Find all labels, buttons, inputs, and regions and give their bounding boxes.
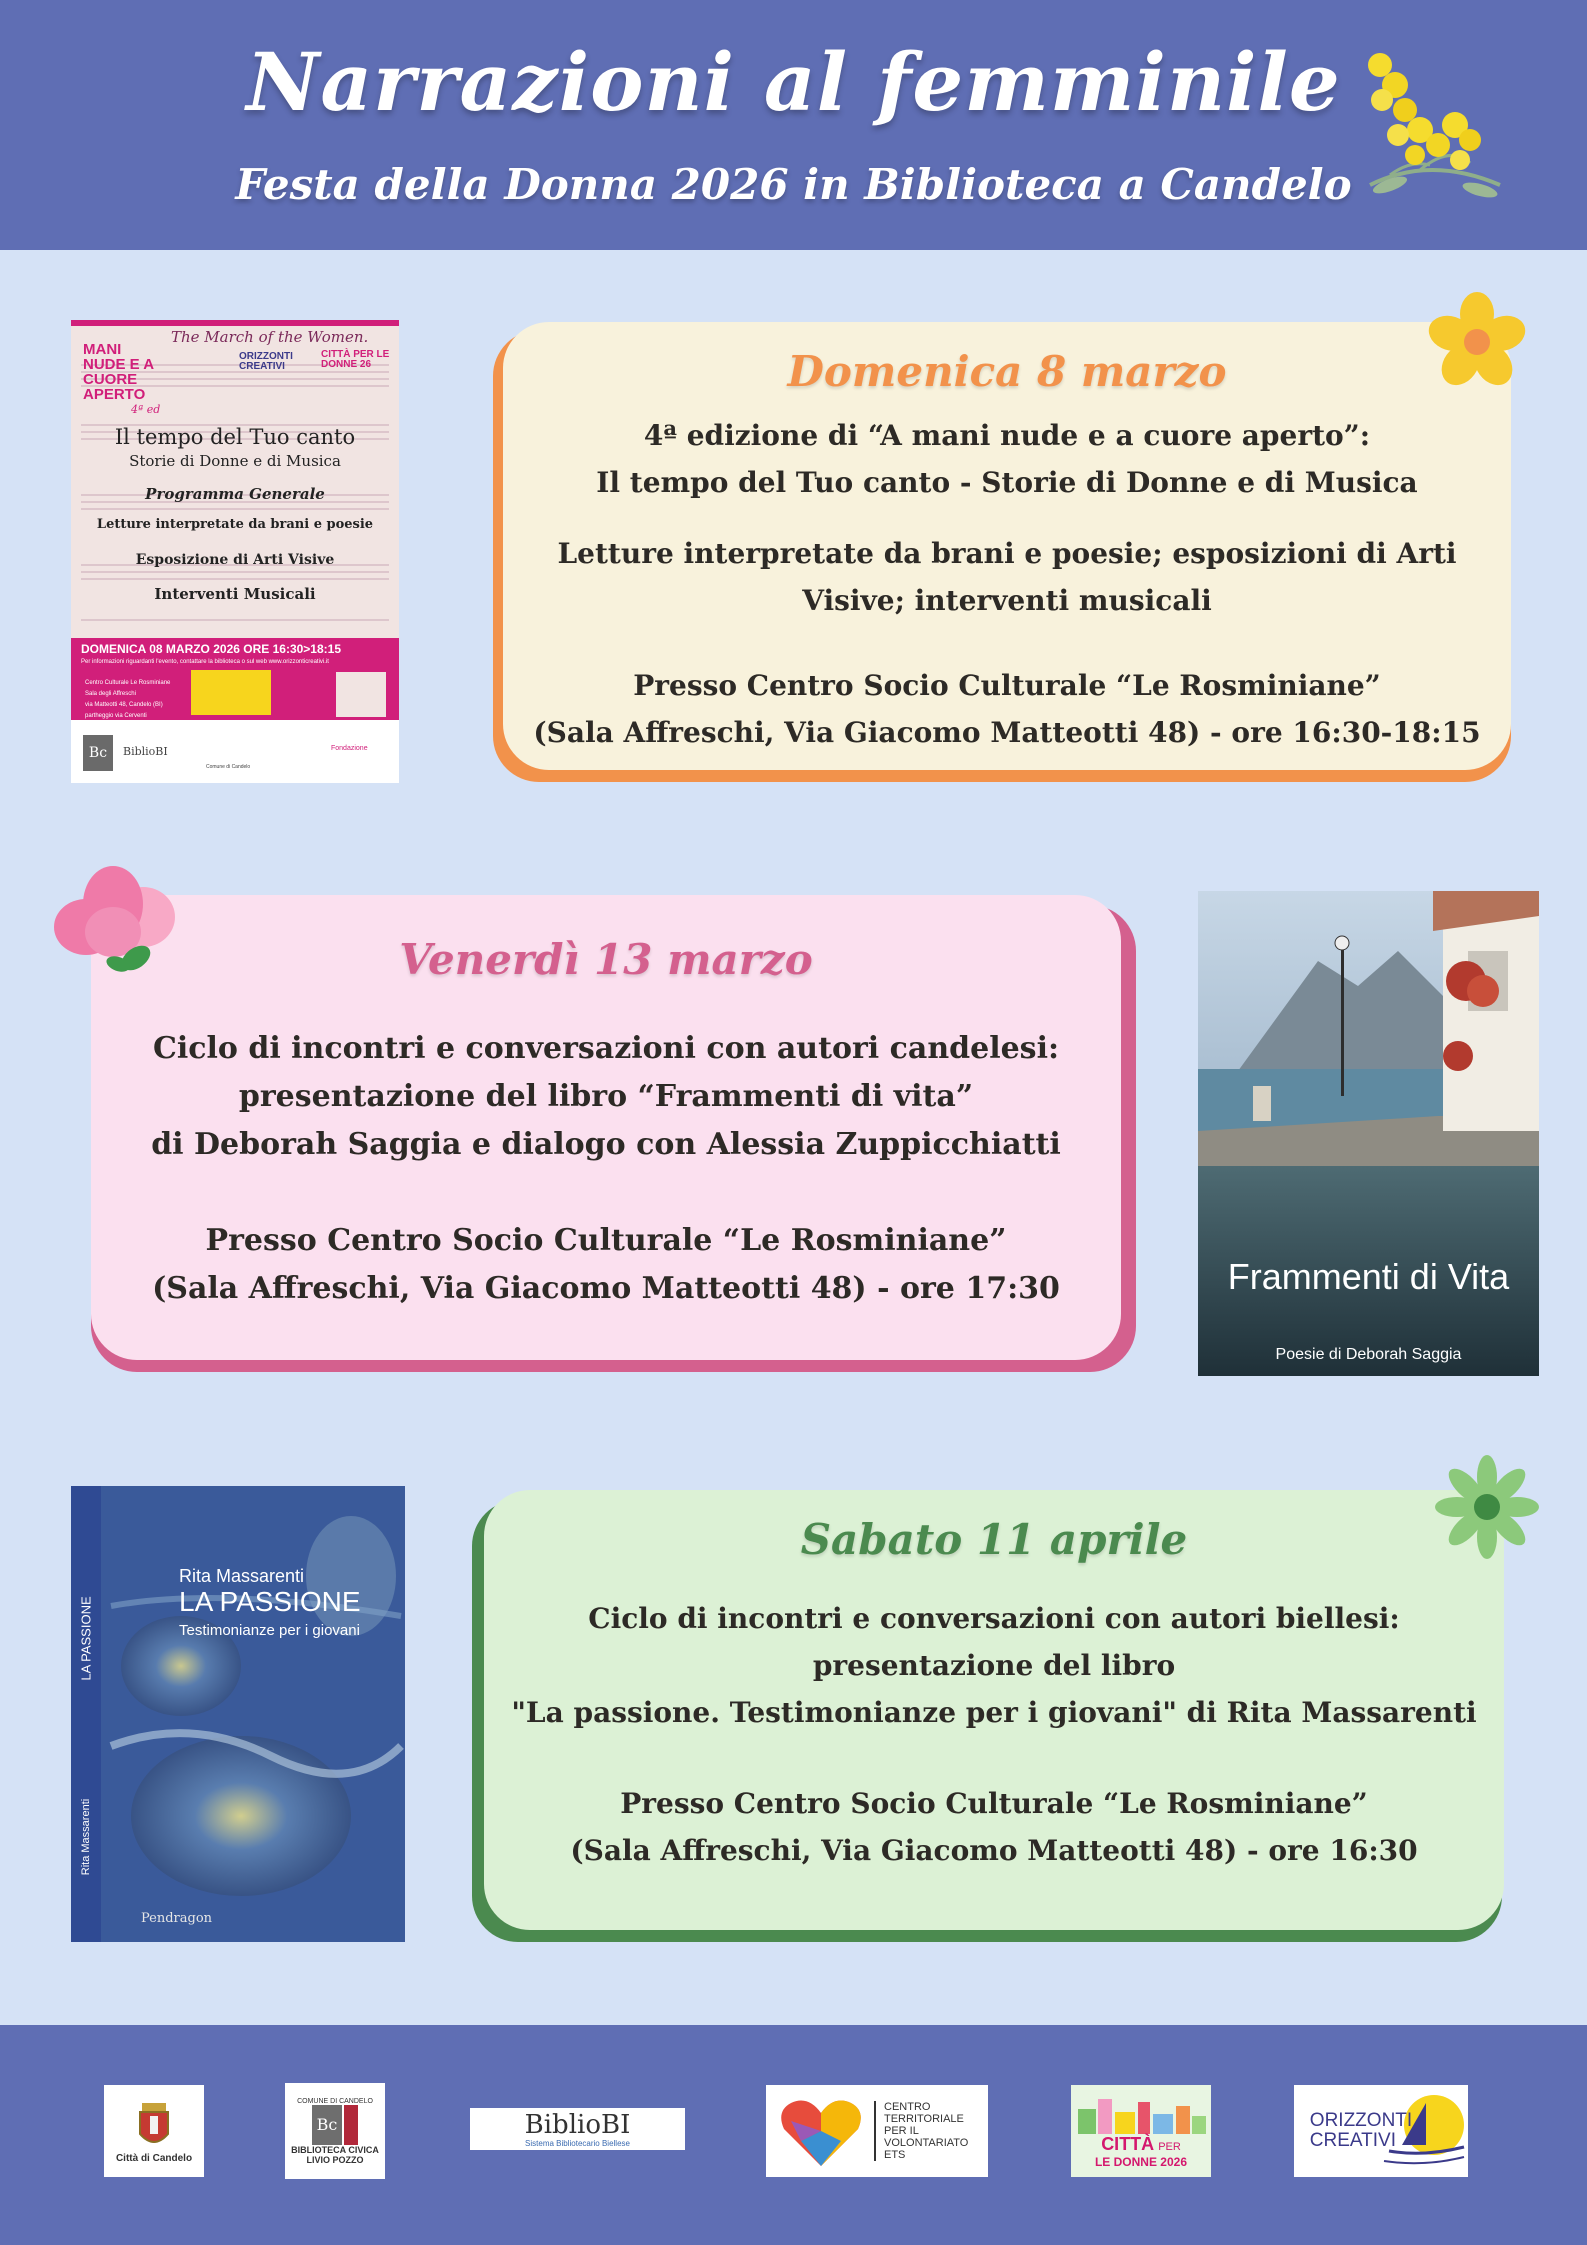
poster-title: Il tempo del Tuo canto xyxy=(114,425,356,449)
book2-author: Poesie di Deborah Saggia xyxy=(1275,1346,1462,1363)
event3-date: Sabato 11 aprile xyxy=(800,1515,1188,1564)
poster-comune-logo: Comune di Candelo xyxy=(206,764,251,770)
event2-date: Venerdì 13 marzo xyxy=(399,935,813,984)
event1-line5: Presso Centro Socio Culturale “Le Rosminiane” xyxy=(633,669,1381,702)
event3-line4: Presso Centro Socio Culturale “Le Rosminiane” xyxy=(620,1787,1368,1820)
pink-flower-icon xyxy=(48,862,183,977)
event2-book-cover xyxy=(1198,891,1539,1376)
poster-edition: 4ª ed xyxy=(131,403,161,416)
poster-line1: Letture interpretate da brani e poesie xyxy=(96,517,374,532)
event1-line4: Visive; interventi musicali xyxy=(802,584,1212,617)
logo-citta-per-le-donne: CITTÀ PER LE DONNE 2026 xyxy=(1071,2085,1211,2177)
poster-date: DOMENICA 08 MARZO 2026 ORE 16:30>18:15 xyxy=(81,642,341,656)
heart-icon xyxy=(776,2091,866,2171)
book2-title: Frammenti di Vita xyxy=(1227,1256,1510,1297)
green-flower-icon xyxy=(1432,1455,1542,1560)
poster-bibliobi-logo: BiblioBI xyxy=(123,745,168,758)
book3-title: LA PASSIONE xyxy=(179,1586,361,1617)
event2-card xyxy=(91,895,1121,1360)
poster-line2: Esposizione di Arti Visive xyxy=(135,552,335,568)
event1-card xyxy=(503,322,1511,770)
event1-line1: 4ª edizione di “A mani nude e a cuore aperto”: xyxy=(643,419,1371,452)
poster-address: Centro Culturale Le Rosminiane Sala degli Affreschi via Matteotti 48, Candelo (BI) partheggio via Cerventi xyxy=(85,680,171,719)
poster-music-header: The March of the Women. xyxy=(171,328,369,346)
poster-fondazione-logo: Fondazione xyxy=(331,745,368,752)
poster-line3: Interventi Musicali xyxy=(154,585,316,603)
mimosa-icon xyxy=(1360,45,1510,205)
poster-info: Per informazioni riguardanti l'evento, contattare la biblioteca o sul web www.orizzonticreativi.it xyxy=(81,659,329,665)
logo-bibliobi: BiblioBI Sistema Bibliotecario Biellese xyxy=(470,2108,685,2150)
poster-subtitle: Storie di Donne e di Musica xyxy=(129,452,341,470)
logo-centro-territoriale-volontariato: CENTRO TERRITORIALE PER IL VOLONTARIATO ETS xyxy=(766,2085,988,2177)
event1-line2: Il tempo del Tuo canto - Storie di Donne e di Musica xyxy=(596,466,1418,499)
poster-programma: Programma Generale xyxy=(145,485,325,503)
book3-spine-title: LA PASSIONE xyxy=(78,1596,94,1681)
event2-line5: (Sala Affreschi, Via Giacomo Matteotti 48) - ore 17:30 xyxy=(152,1271,1060,1306)
book3-author: Rita Massarenti xyxy=(179,1566,305,1586)
event3-card xyxy=(484,1490,1504,1930)
event3-book-cover xyxy=(71,1486,405,1942)
logo-citta-di-candelo: Città di Candelo xyxy=(104,2085,204,2177)
event1-poster-image xyxy=(71,320,399,783)
book3-spine-author: Rita Massarenti xyxy=(80,1798,92,1876)
logo-orizzonti-creativi: ORIZZONTI CREATIVI xyxy=(1294,2085,1468,2177)
event3-line1: Ciclo di incontri e conversazioni con autori biellesi: xyxy=(588,1602,1400,1635)
event1-date: Domenica 8 marzo xyxy=(787,347,1227,396)
flower-icon xyxy=(1425,290,1530,395)
page-title: Narrazioni al femminile xyxy=(246,35,1341,129)
city-skyline-icon xyxy=(1073,2094,1209,2134)
book3-publisher: Pendragon xyxy=(141,1911,213,1926)
poster-orizzonti: ORIZZONTI CREATIVI xyxy=(239,351,293,372)
event2-line2: presentazione del libro “Frammenti di vita” xyxy=(238,1079,974,1114)
event2-line1: Ciclo di incontri e conversazioni con autori candelesi: xyxy=(152,1031,1060,1066)
page-subtitle: Festa della Donna 2026 in Biblioteca a Candelo xyxy=(235,160,1352,209)
event1-line6: (Sala Affreschi, Via Giacomo Matteotti 48) - ore 16:30-18:15 xyxy=(533,716,1481,749)
event3-line3: "La passione. Testimonianze per i giovani" di Rita Massarenti xyxy=(511,1696,1477,1729)
poster-mani-logo: MANI NUDE E A CUORE APERTO xyxy=(83,341,154,403)
footer-banner xyxy=(0,2025,1587,2245)
poster-citta: CITTÀ PER LE DONNE 26 xyxy=(321,349,390,370)
event2-line3: di Deborah Saggia e dialogo con Alessia Zuppicchiatti xyxy=(151,1127,1061,1162)
event2-line4: Presso Centro Socio Culturale “Le Rosminiane” xyxy=(205,1223,1007,1258)
event3-line5: (Sala Affreschi, Via Giacomo Matteotti 48) - ore 16:30 xyxy=(570,1834,1418,1867)
logo-biblioteca-livio-pozzo: COMUNE DI CANDELO Bc BIBLIOTECA CIVICA LIVIO POZZO xyxy=(285,2083,385,2179)
coat-of-arms-icon xyxy=(134,2098,174,2153)
event3-line2: presentazione del libro xyxy=(812,1649,1176,1682)
book3-subtitle: Testimonianze per i giovani xyxy=(179,1622,360,1639)
poster-bc-logo: Bc xyxy=(83,735,113,771)
event1-line3: Letture interpretate da brani e poesie; esposizioni di Arti xyxy=(557,537,1457,570)
